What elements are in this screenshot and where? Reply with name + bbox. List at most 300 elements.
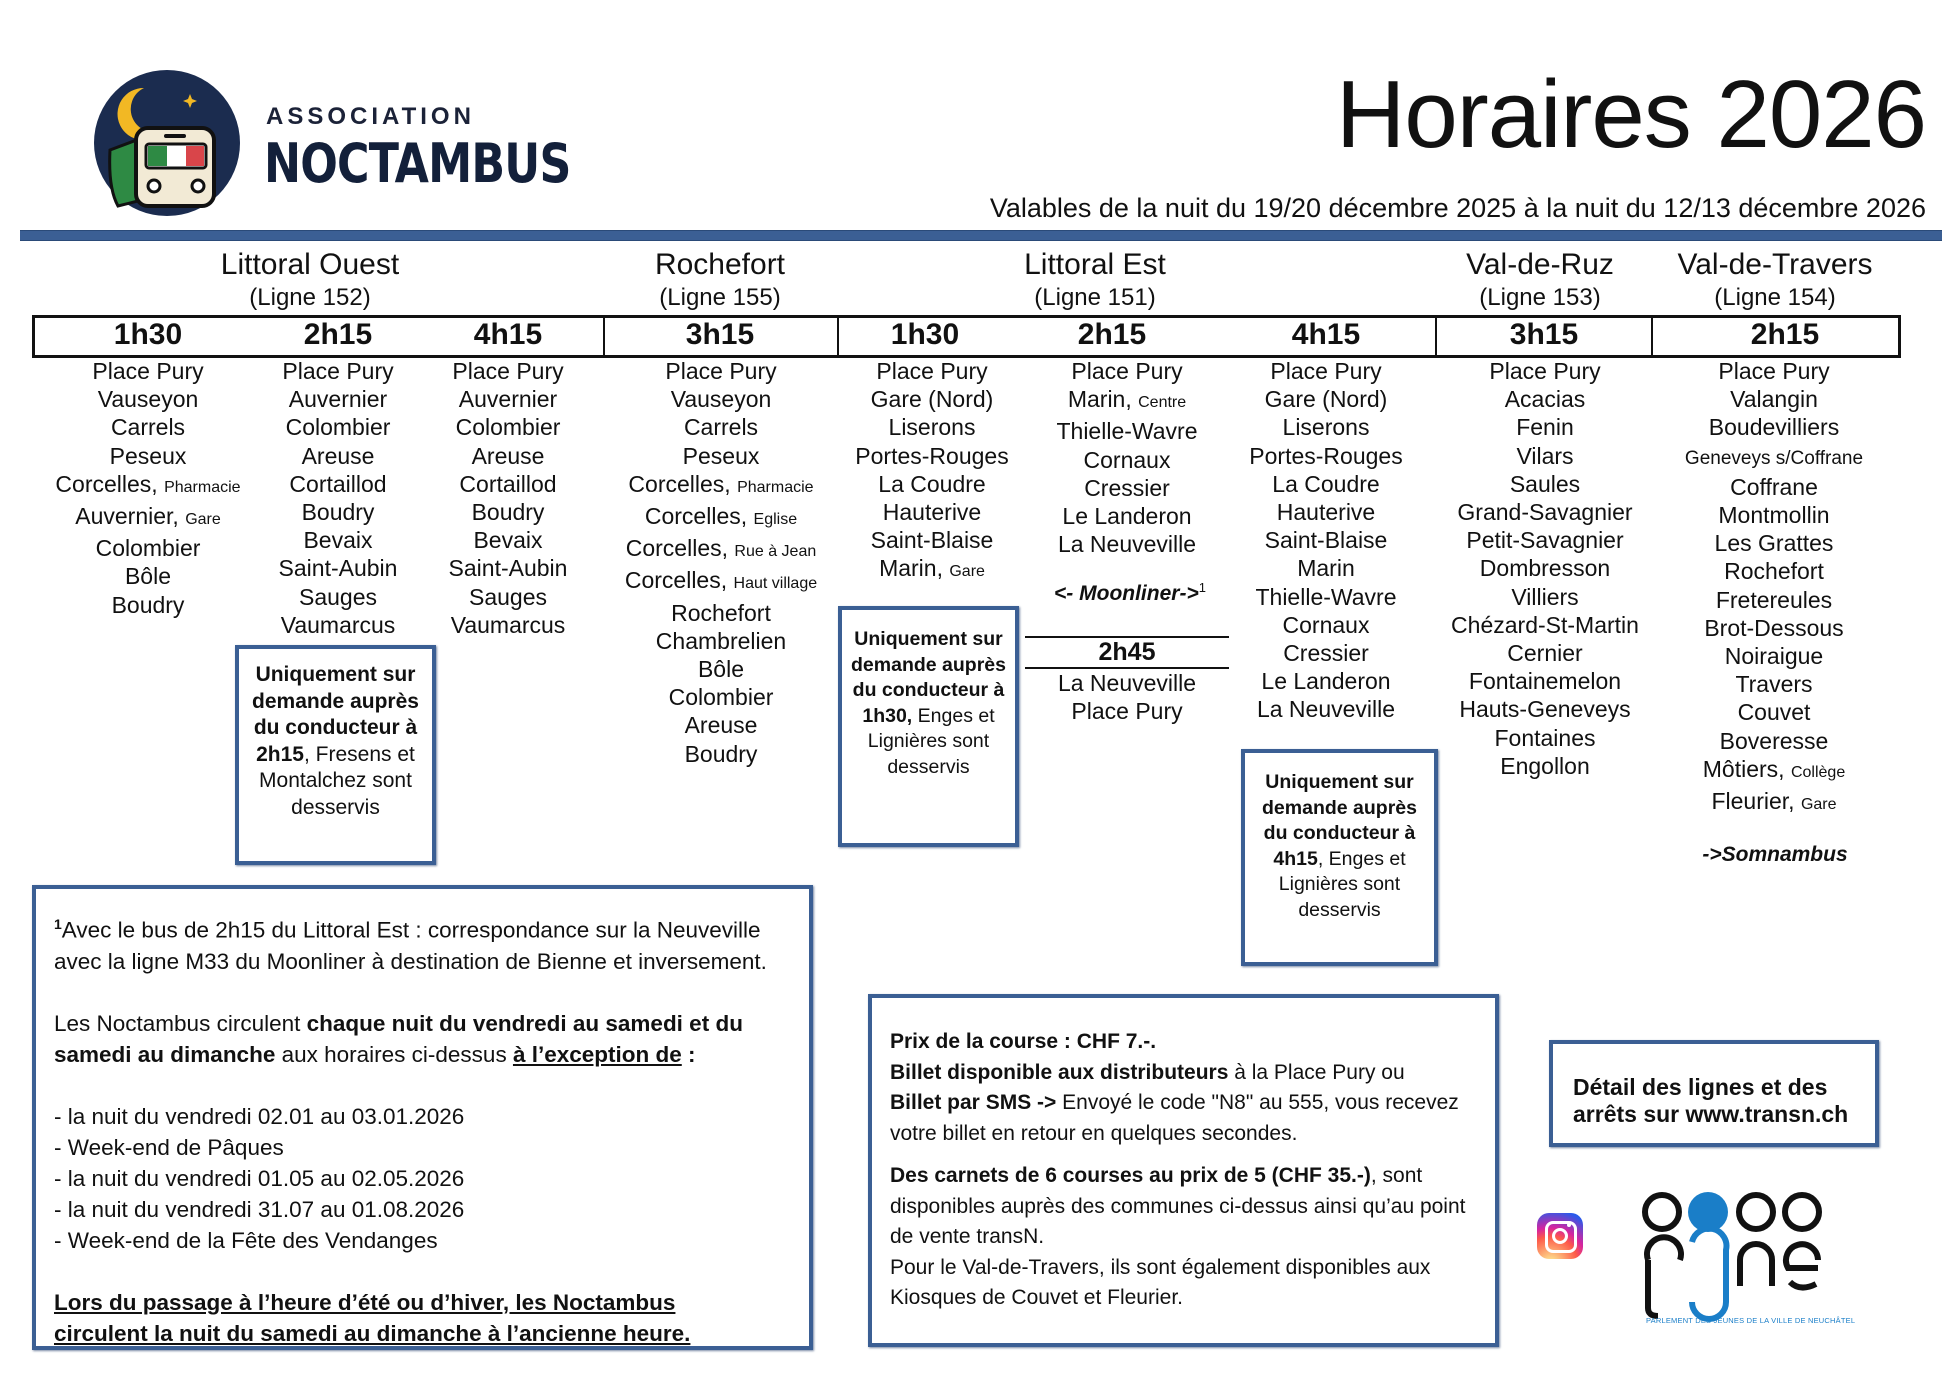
stop [1226, 442, 1426, 470]
line-name: Val-de-Ruz [1466, 248, 1614, 281]
stop-name: Thielle-Wavre [1056, 418, 1198, 445]
stop [608, 470, 834, 502]
stop-name: Fontainemelon [1468, 668, 1622, 695]
stop [1440, 583, 1650, 611]
logo-association-text: ASSOCIATION [266, 103, 475, 130]
stop [1226, 357, 1426, 385]
stop-list [1440, 357, 1650, 780]
stop-name: Cressier [1084, 474, 1170, 501]
stop-name: Valangin [1730, 386, 1818, 413]
stop-detail: Centre [1138, 394, 1187, 412]
footnote-body: Avec le bus de 2h15 du Littoral Est : correspondance sur la Neuveville avec la ligne M33 du Moonliner à destination de Bienne et inversement. [54, 917, 767, 974]
stop [1656, 787, 1892, 819]
stop-name: Colombier [285, 414, 391, 441]
stop-name: Engollon [1500, 752, 1590, 779]
stop-name: Cornaux [1083, 446, 1171, 473]
stop [1440, 752, 1650, 780]
stop [38, 385, 258, 413]
stop [608, 502, 834, 534]
exception-item: - la nuit du vendredi 01.05 au 02.05.2026 [54, 1165, 465, 1191]
stop-name: Boudevilliers [1708, 414, 1840, 441]
stop-list [608, 357, 834, 768]
stop-list [1226, 357, 1426, 724]
stop [428, 470, 588, 498]
stop [1656, 385, 1892, 413]
stop [38, 442, 258, 470]
stop [1025, 502, 1229, 530]
stop-name: Boudry [684, 740, 758, 767]
stop [842, 357, 1022, 385]
stop [608, 655, 834, 683]
line-name: Littoral Est [1024, 248, 1166, 281]
stop-name: Auvernier [288, 386, 388, 413]
stop-name: Auvernier [458, 386, 558, 413]
column-divider [603, 315, 605, 355]
stop-name: Liserons [888, 414, 976, 441]
text: Pour le Val-de-Travers, ils sont également disponibles aux Kiosques de Couvet et Fleurier. [890, 1255, 1431, 1309]
stop [842, 442, 1022, 470]
stop-name: Portes-Rouges [855, 442, 1009, 469]
stop-name: Place Pury [1718, 358, 1830, 384]
stop [608, 357, 834, 385]
stop-detail: Eglise [753, 511, 798, 529]
stop [428, 498, 588, 526]
stop-name: Noiraigue [1724, 643, 1824, 670]
line-header-val-de-travers [1625, 248, 1925, 312]
stop-name: Areuse [471, 442, 545, 469]
stop [842, 385, 1022, 413]
stop-name: Môtiers, [1702, 755, 1785, 782]
departure-time: 2h45 [1098, 638, 1156, 666]
stop [1440, 639, 1650, 667]
text-bold: Billet par SMS -> [890, 1091, 1057, 1114]
stop-name: Fleurier, [1711, 788, 1795, 815]
stop-detail: Gare [1800, 796, 1837, 814]
stop-name: Bevaix [303, 527, 373, 554]
stop-name: Place Pury [92, 358, 204, 384]
note-bold: Uniquement sur demande auprès du conducteur à [851, 628, 1006, 701]
stop [258, 526, 418, 554]
somnambus-connection: ->Somnambus [1702, 843, 1848, 866]
stop [608, 599, 834, 627]
stop [428, 526, 588, 554]
stop [1440, 554, 1650, 582]
stop [608, 442, 834, 470]
stop [258, 498, 418, 526]
stop [258, 470, 418, 498]
stop [1656, 614, 1892, 642]
departure-time: 4h15 [473, 318, 543, 351]
stop-name: Auvernier, [75, 503, 179, 530]
departure-time: 3h15 [685, 318, 755, 351]
note-text: , Enges et Lignières sont desservis [1278, 847, 1406, 921]
stop-name: Colombier [95, 535, 201, 562]
note-text: Enges et Lignières sont desservis [867, 704, 995, 778]
time-change-warning: Lors du passage à l’heure d’été ou d’hiver, les Noctambus circulent la nuit du samedi au dimanche à l’ancienne heure. [54, 1289, 691, 1346]
line-number: (Ligne 151) [1034, 284, 1156, 311]
stop [38, 534, 258, 562]
header-divider [20, 230, 1942, 241]
stop-name: Corcelles, [628, 470, 731, 497]
departure-time: 2h15 [1077, 318, 1147, 351]
stop-name: Hauterive [1276, 499, 1376, 526]
stop-detail: Pharmacie [164, 478, 241, 496]
stop [1440, 498, 1650, 526]
stop-name: Colombier [455, 414, 561, 441]
stop-name: Boudry [111, 591, 185, 618]
stop [1226, 611, 1426, 639]
stop-name: Rochefort [671, 599, 771, 626]
stop [608, 627, 834, 655]
stop [1226, 526, 1426, 554]
stop [1025, 530, 1229, 558]
text: Envoyé le code "N8" au 555, vous recevez votre billet en retour en quelques secondes. [890, 1091, 1459, 1145]
stop-name: Le Landeron [1062, 503, 1192, 530]
stop-name: Geneveys s/Coffrane [1684, 447, 1864, 469]
stop [1656, 670, 1892, 698]
stop [1440, 724, 1650, 752]
stop [1656, 586, 1892, 614]
stop [1440, 385, 1650, 413]
note-time: 2h15 [256, 742, 304, 766]
stop-name: Corcelles, [55, 470, 158, 497]
service-info-box [32, 885, 813, 1350]
text: à la Place Pury ou [1228, 1060, 1405, 1084]
stop-name: Place Pury [1489, 358, 1601, 384]
stop [1440, 667, 1650, 695]
stop-name: Le Landeron [1261, 668, 1391, 695]
stop [1440, 526, 1650, 554]
stop-detail: Gare [185, 511, 221, 529]
stop-name: Montmollin [1718, 502, 1830, 529]
text-bold: chaque nuit du vendredi au samedi et du samedi au dimanche [54, 1010, 743, 1067]
stop-name: Saint-Blaise [870, 527, 994, 554]
departure-time: 3h15 [1509, 318, 1579, 351]
stop [1656, 357, 1892, 385]
stop [1656, 557, 1892, 585]
line-name: Rochefort [654, 248, 786, 281]
text: Les Noctambus circulent [54, 1010, 307, 1036]
text: , sont disponibles auprès des communes ci-dessus ainsi qu’au point de vente transN. [890, 1164, 1466, 1248]
stop [1226, 470, 1426, 498]
stop [38, 357, 258, 385]
stop [1226, 554, 1426, 582]
stop-name: Cortaillod [459, 470, 557, 497]
stop [38, 470, 258, 502]
price: Prix de la course : CHF 7.-. [890, 1030, 1157, 1053]
stop [1656, 755, 1892, 787]
stop [1025, 417, 1229, 445]
ticket-info-box [868, 994, 1499, 1347]
stop-name: Vilars [1516, 442, 1574, 469]
stop-list [842, 357, 1022, 587]
stop [1656, 501, 1892, 529]
stop [428, 357, 588, 385]
stop-name: La Coudre [878, 470, 986, 497]
departure-time: 1h30 [890, 318, 960, 351]
stop-name: Place Pury [282, 358, 394, 384]
stop [1440, 357, 1650, 385]
stop [1656, 442, 1892, 473]
stop [38, 413, 258, 441]
stop [842, 470, 1022, 498]
stop-list [1025, 669, 1229, 725]
stop-name: Place Pury [876, 358, 988, 384]
line-number: (Ligne 155) [659, 284, 781, 311]
exception-item: - la nuit du vendredi 02.01 au 03.01.2026 [54, 1103, 465, 1129]
stop-name: Liserons [1282, 414, 1370, 441]
stop-name: Gare (Nord) [870, 386, 994, 413]
exception-item: - Week-end de la Fête des Vendanges [54, 1227, 438, 1253]
pjne-logo [1640, 1190, 1830, 1330]
departure-time: 1h30 [113, 318, 183, 351]
stop [1226, 498, 1426, 526]
stop-list [258, 357, 418, 639]
stop-name: Boveresse [1719, 727, 1829, 754]
note-text: , Fresens et Montalchez sont desservis [259, 742, 415, 819]
departure-time: 2h15 [303, 318, 373, 351]
stop-detail: Haut village [733, 575, 818, 593]
stop-name: Fretereules [1715, 586, 1833, 613]
stop [1440, 442, 1650, 470]
on-demand-note-1h30 [838, 606, 1019, 847]
stop [1440, 611, 1650, 639]
stop-name: Areuse [684, 712, 758, 739]
stop [1025, 446, 1229, 474]
exception-item: - la nuit du vendredi 31.07 au 01.08.2026 [54, 1196, 465, 1222]
stop [38, 502, 258, 534]
validity-period: Valables de la nuit du 19/20 décembre 2025 à la nuit du 12/13 décembre 2026 [989, 193, 1926, 223]
text: aux horaires ci-dessus [275, 1041, 513, 1067]
stop-name: La Coudre [1272, 470, 1380, 497]
stop-detail: Pharmacie [737, 478, 814, 496]
stop-list [1025, 357, 1229, 558]
stop-name: Brot-Dessous [1704, 614, 1844, 641]
stop-detail: Collège [1790, 763, 1846, 781]
stop-name: Acacias [1504, 386, 1586, 413]
stop-name: Petit-Savagnier [1466, 527, 1624, 554]
stop [1656, 642, 1892, 670]
stop-name: Bôle [124, 563, 172, 590]
stop [428, 442, 588, 470]
line-header-littoral-ouest [160, 248, 460, 312]
on-demand-note-4h15 [1241, 749, 1438, 966]
stop-name: Cressier [1283, 640, 1369, 667]
stop [608, 534, 834, 566]
stop [428, 583, 588, 611]
stop-name: Fenin [1516, 414, 1574, 441]
stop-name: Sauges [468, 583, 547, 610]
stop-name: Vaumarcus [450, 611, 566, 638]
stop [258, 583, 418, 611]
note-bold: Uniquement sur demande auprès du conducteur à [252, 663, 419, 739]
line-header-rochefort [570, 248, 870, 312]
line-number: (Ligne 153) [1479, 284, 1601, 311]
stop [258, 385, 418, 413]
stop: La Neuveville [1057, 670, 1197, 696]
stop-name: Corcelles, [644, 503, 748, 530]
stop-name: Portes-Rouges [1249, 442, 1403, 469]
stop-name: Chézard-St-Martin [1451, 611, 1639, 638]
stop [608, 683, 834, 711]
stop [428, 611, 588, 639]
stop-name: Carrels [683, 414, 759, 441]
text-bold: Des carnets de 6 courses au prix de 5 (CHF 35.-) [890, 1164, 1371, 1187]
stop-name: Vauseyon [670, 386, 772, 413]
stop-name: Coffrane [1730, 473, 1818, 500]
stop-name: Hauts-Geneveys [1459, 696, 1631, 723]
stop-name: Bôle [697, 656, 745, 683]
stop-name: Saules [1509, 470, 1581, 497]
stop [38, 591, 258, 619]
stop-name: Carrels [110, 414, 186, 441]
stop [842, 526, 1022, 554]
stop [1656, 473, 1892, 501]
line-number: (Ligne 152) [249, 284, 371, 311]
stop-name: Saint-Aubin [278, 555, 398, 582]
stop [258, 413, 418, 441]
stop [1440, 470, 1650, 498]
stop-name: Travers [1735, 671, 1813, 698]
stop-name: Corcelles, [625, 535, 729, 562]
stop-name: Saint-Blaise [1264, 527, 1388, 554]
stop [258, 357, 418, 385]
stop-list [428, 357, 588, 639]
stop [842, 413, 1022, 441]
stop-name: Rochefort [1724, 558, 1824, 585]
stop-name: Marin, [879, 555, 943, 582]
column-divider [1435, 315, 1437, 355]
stop [1440, 413, 1650, 441]
stop-name: Gare (Nord) [1264, 386, 1388, 413]
schedule-text [54, 1008, 791, 1070]
stop-detail: Rue à Jean [734, 543, 817, 561]
page-title: Horaires 2026 [1336, 61, 1926, 168]
stop [1226, 385, 1426, 413]
stop-name: Place Pury [452, 358, 564, 384]
moonliner-connection [1030, 580, 1230, 606]
stop-name: Villiers [1511, 583, 1579, 610]
stop-name: Boudry [471, 499, 545, 526]
on-demand-note-2h15 [235, 645, 436, 865]
stop [842, 554, 1022, 586]
stop [38, 562, 258, 590]
stop: Place Pury [1071, 698, 1183, 725]
stop-name: Vauseyon [97, 386, 199, 413]
stop-name: Dombresson [1479, 555, 1611, 582]
stop-name: Peseux [682, 442, 760, 469]
stop [258, 611, 418, 639]
stop-name: Thielle-Wavre [1255, 583, 1397, 610]
stop [258, 442, 418, 470]
line-name: Val-de-Travers [1677, 248, 1873, 281]
stop-list [1656, 357, 1892, 819]
stop-name: Areuse [301, 442, 375, 469]
stop-name: Peseux [109, 442, 187, 469]
text-bold: Billet disponible aux distributeurs [890, 1060, 1229, 1084]
stop [1656, 413, 1892, 441]
stop [1226, 695, 1426, 723]
logo-brand-text: NOCTAMBUS [264, 132, 571, 195]
stop-name: Place Pury [1071, 358, 1183, 384]
note-time: 4h15 [1273, 847, 1318, 870]
instagram-icon[interactable] [1537, 1213, 1583, 1259]
stop [1656, 698, 1892, 726]
stop [1226, 639, 1426, 667]
stop-detail: Gare [949, 563, 985, 581]
stop-name: Chambrelien [655, 627, 787, 654]
stop-name: Cornaux [1282, 611, 1370, 638]
stop [428, 385, 588, 413]
stop-name: Place Pury [665, 358, 777, 384]
stop [1656, 529, 1892, 557]
departure-time: 2h15 [1750, 318, 1820, 351]
line-name: Littoral Ouest [220, 248, 400, 281]
pjne-caption: PARLEMENT DES JEUNES DE LA VILLE DE NEUCHÂTEL [1646, 1316, 1856, 1325]
stop [428, 554, 588, 582]
note-time: 1h30, [862, 704, 913, 727]
stop-name: Fontaines [1494, 724, 1596, 751]
stop [608, 385, 834, 413]
note-bold: Uniquement sur demande auprès du conducteur à [1262, 771, 1417, 844]
stop-name: Marin, [1067, 386, 1132, 413]
stop-name: Place Pury [1270, 358, 1382, 384]
stop-name: Marin [1297, 555, 1355, 582]
stop [842, 498, 1022, 526]
stop-name: Bevaix [473, 527, 543, 554]
text-bold-underline: à l’exception de [512, 1041, 682, 1067]
footnote-text [54, 909, 791, 977]
stop-name: Colombier [668, 684, 774, 711]
stop [1226, 667, 1426, 695]
stop-name: La Neuveville [1256, 696, 1396, 723]
website-info-box: Détail des lignes et des arrêts sur www.transn.ch [1549, 1040, 1879, 1147]
noctambus-logo [92, 68, 242, 218]
stop-name: Hauterive [882, 499, 982, 526]
stop [428, 413, 588, 441]
text-bold: : [681, 1041, 696, 1067]
stop [608, 711, 834, 739]
stop [1440, 695, 1650, 723]
stop-name: Vaumarcus [280, 611, 396, 638]
stop-name: Corcelles, [624, 567, 728, 594]
stop [1025, 357, 1229, 385]
stop-name: Saint-Aubin [448, 555, 568, 582]
stop [1656, 727, 1892, 755]
stop-name: Les Grattes [1714, 530, 1834, 557]
footnote-mark: 1 [54, 916, 62, 932]
stop [1226, 583, 1426, 611]
stop-name: Boudry [301, 499, 375, 526]
line-number: (Ligne 154) [1714, 284, 1836, 311]
stop-list [38, 357, 258, 619]
stop-name: Couvet [1737, 699, 1811, 726]
stop [608, 413, 834, 441]
footnote-mark: 1 [1198, 580, 1206, 595]
stop [1025, 474, 1229, 502]
stop-name: Grand-Savagnier [1457, 499, 1633, 526]
moonliner-label: <- Moonliner-> [1054, 582, 1199, 605]
departure-time: 4h15 [1291, 318, 1361, 351]
stop-name: La Neuveville [1057, 531, 1197, 558]
stop [1226, 413, 1426, 441]
stop [1025, 385, 1229, 417]
stop-name: Sauges [298, 583, 377, 610]
stop-name: Cortaillod [289, 470, 387, 497]
exception-item: - Week-end de Pâques [54, 1134, 284, 1160]
column-divider [1651, 315, 1653, 355]
stop [608, 740, 834, 768]
